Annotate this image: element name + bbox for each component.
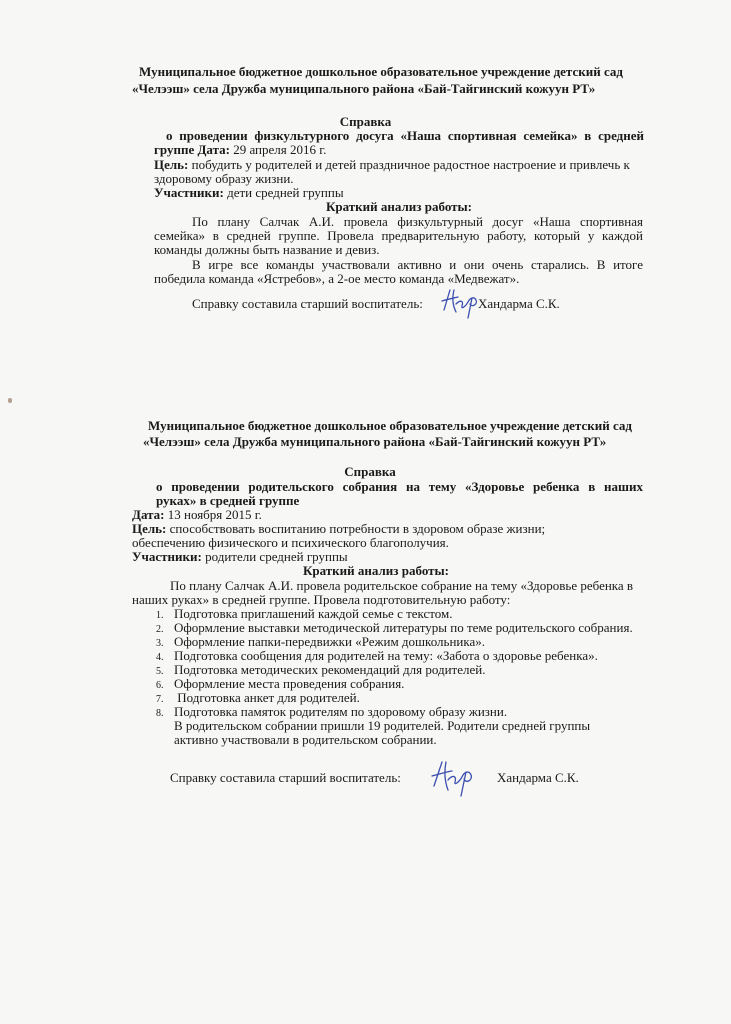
org-name-line2: «Челээш» села Дружба муниципального района «Бай-Тайгинский кожуун РТ» <box>132 81 596 96</box>
goal-line1 <box>154 157 630 172</box>
goal-line2: обеспечению физического и психического благополучия. <box>132 535 449 550</box>
date-line <box>132 507 262 522</box>
paper-speck <box>8 398 12 403</box>
signature-label: Справку составила старший воспитатель: <box>192 296 423 311</box>
para2-line2: победила команда «Ястребов», а 2-ое место команда «Медвежат». <box>154 271 520 286</box>
date-value: 13 ноября 2015 г. <box>164 507 262 522</box>
list-item: 5. Подготовка методических рекомендаций для родителей. <box>156 662 486 677</box>
participants-line <box>154 185 344 200</box>
subject-line1: о проведении физкультурного досуга «Наша спортивная семейка» в средней <box>166 128 644 143</box>
org-name-line2: «Челээш» села Дружба муниципального района «Бай-Тайгинский кожуун РТ» <box>143 434 607 449</box>
intro-line2: наших руках» в средней группе. Провела подготовительную работу: <box>132 592 511 607</box>
list-item: 2. Оформление выставки методической литературы по теме родительского собрания. <box>156 620 633 635</box>
goal-label: Цель: <box>154 157 189 172</box>
para1-line2: семейка» в средней группе. Провела предварительную работу, который у каждой <box>154 228 643 243</box>
closing-line2: активно участвовали в родительском собрании. <box>174 732 437 747</box>
subject-line1: о проведении родительского собрания на тему «Здоровье ребенка в наших <box>156 479 643 494</box>
participants-label: Участники: <box>132 549 202 564</box>
goal-text: способствовать воспитанию потребности в здоровом образе жизни; <box>166 521 546 536</box>
para1-line3: команды должны быть название и девиз. <box>154 242 380 257</box>
goal-text: побудить у родителей и детей праздничное радостное настроение и привлечь к <box>188 157 630 172</box>
list-item: 3. Оформление папки-передвижки «Режим дошкольника». <box>156 634 486 649</box>
para2-line1: В игре все команды участвовали активно и они очень старались. В итоге <box>192 257 643 272</box>
list-item: 4. Подготовка сообщения для родителей на тему: «Забота о здоровье ребенка». <box>156 648 598 663</box>
org-name-line1: Муниципальное бюджетное дошкольное образовательное учреждение детский сад <box>148 418 632 433</box>
certificate-title: Справка <box>344 464 396 479</box>
para1-line1: По плану Салчак А.И. провела физкультурный досуг «Наша спортивная <box>192 214 643 229</box>
list-item: 8. Подготовка памяток родителям по здоровому образу жизни. <box>156 704 508 719</box>
certificate-title: Справка <box>339 114 392 129</box>
date-label: группе Дата: <box>154 142 230 157</box>
participants-line <box>132 549 348 564</box>
goal-label: Цель: <box>132 521 167 536</box>
subject-line2 <box>154 142 326 157</box>
handwritten-signature <box>428 756 478 798</box>
participants-label: Участники: <box>154 185 224 200</box>
list-item: 6. Оформление места проведения собрания. <box>156 676 405 691</box>
list-item: 7. Подготовка анкет для родителей. <box>156 690 360 705</box>
handwritten-signature <box>438 284 482 320</box>
analysis-heading: Краткий анализ работы: <box>302 563 450 578</box>
closing-line1: В родительском собрании пришли 19 родителей. Родители средней группы <box>174 718 591 733</box>
org-name-line1: Муниципальное бюджетное дошкольное образовательное учреждение детский сад <box>139 64 623 79</box>
subject-line2: руках» в средней группе <box>156 493 300 508</box>
analysis-heading: Краткий анализ работы: <box>325 199 473 214</box>
signature-label: Справку составила старший воспитатель: <box>170 770 401 785</box>
date-label: Дата: <box>132 507 165 522</box>
goal-line2: здоровому образу жизни. <box>154 171 294 186</box>
list-item: 1. Подготовка приглашений каждой семье с текстом. <box>156 606 453 621</box>
participants-value: родители средней группы <box>201 549 348 564</box>
intro-line1: По плану Салчак А.И. провела родительское собрание на тему «Здоровье ребенка в <box>170 578 634 593</box>
signatory-name: Хандарма С.К. <box>497 770 579 785</box>
goal-line1 <box>132 521 545 536</box>
signatory-name: Хандарма С.К. <box>478 296 560 311</box>
participants-value: дети средней группы <box>223 185 344 200</box>
date-value: 29 апреля 2016 г. <box>229 142 327 157</box>
